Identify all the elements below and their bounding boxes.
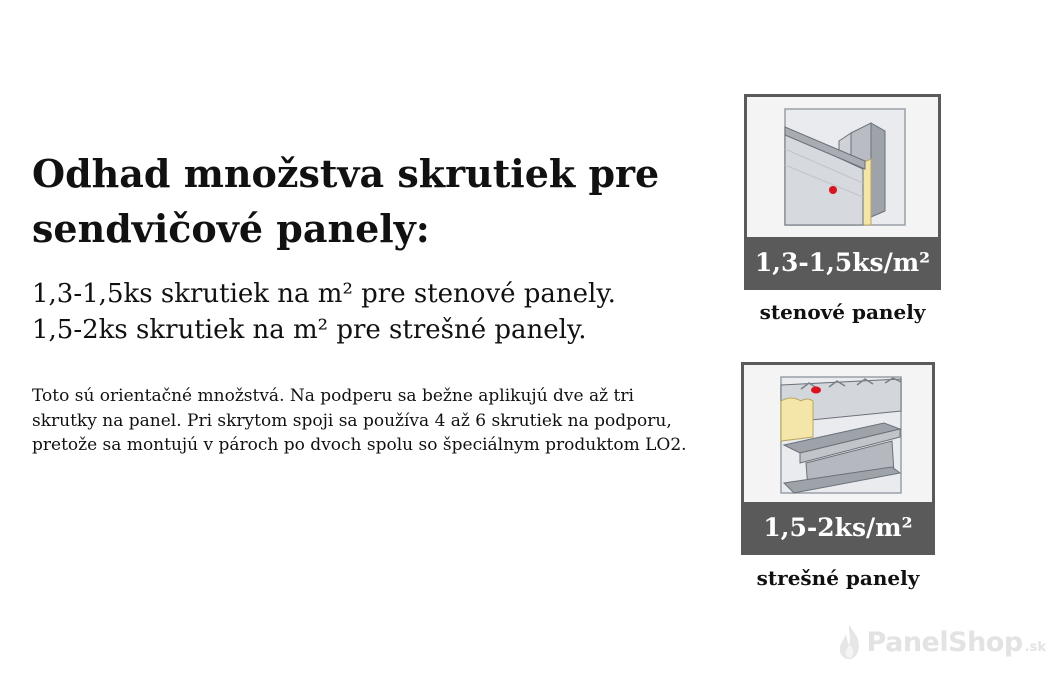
wall-panel-card bbox=[744, 94, 941, 290]
wall-rate-line: 1,3-1,5ks skrutiek na m² pre stenové panely. bbox=[32, 279, 616, 309]
screw-marker-icon bbox=[811, 387, 821, 394]
note-paragraph: Toto sú orientačné množstvá. Na podperu sa bežne aplikujú dve až tri skrutky na panel. Pri skrytom spoji sa používa 4 až 6 skrutiek na podporu, pretože sa montujú v pároch po dvoch spolu so špeciálnym produktom LO2. bbox=[32, 386, 687, 455]
roof-panel-card bbox=[741, 362, 935, 555]
roof-panel-caption: strešné panely bbox=[756, 566, 920, 590]
wall-panel-caption: stenové panely bbox=[759, 300, 926, 324]
page-title bbox=[32, 146, 712, 256]
wall-rate-badge: 1,3-1,5ks/m² bbox=[747, 237, 938, 287]
title-line-2: sendvičové panely: bbox=[32, 206, 430, 251]
logo-name: PanelShop bbox=[866, 626, 1023, 658]
roof-rate-badge: 1,5-2ks/m² bbox=[744, 502, 932, 552]
rates-block bbox=[32, 276, 732, 348]
title-line-1: Odhad množstva skrutiek pre bbox=[32, 151, 660, 196]
roof-rate-line: 1,5-2ks skrutiek na m² pre strešné panely. bbox=[32, 315, 587, 345]
screw-marker-icon bbox=[829, 186, 837, 194]
panelshop-logo bbox=[836, 614, 1046, 670]
wall-panel-illustration bbox=[747, 97, 938, 237]
logo-tld: .sk bbox=[1024, 639, 1046, 655]
flame-icon bbox=[836, 618, 863, 666]
roof-panel-illustration bbox=[744, 365, 932, 502]
